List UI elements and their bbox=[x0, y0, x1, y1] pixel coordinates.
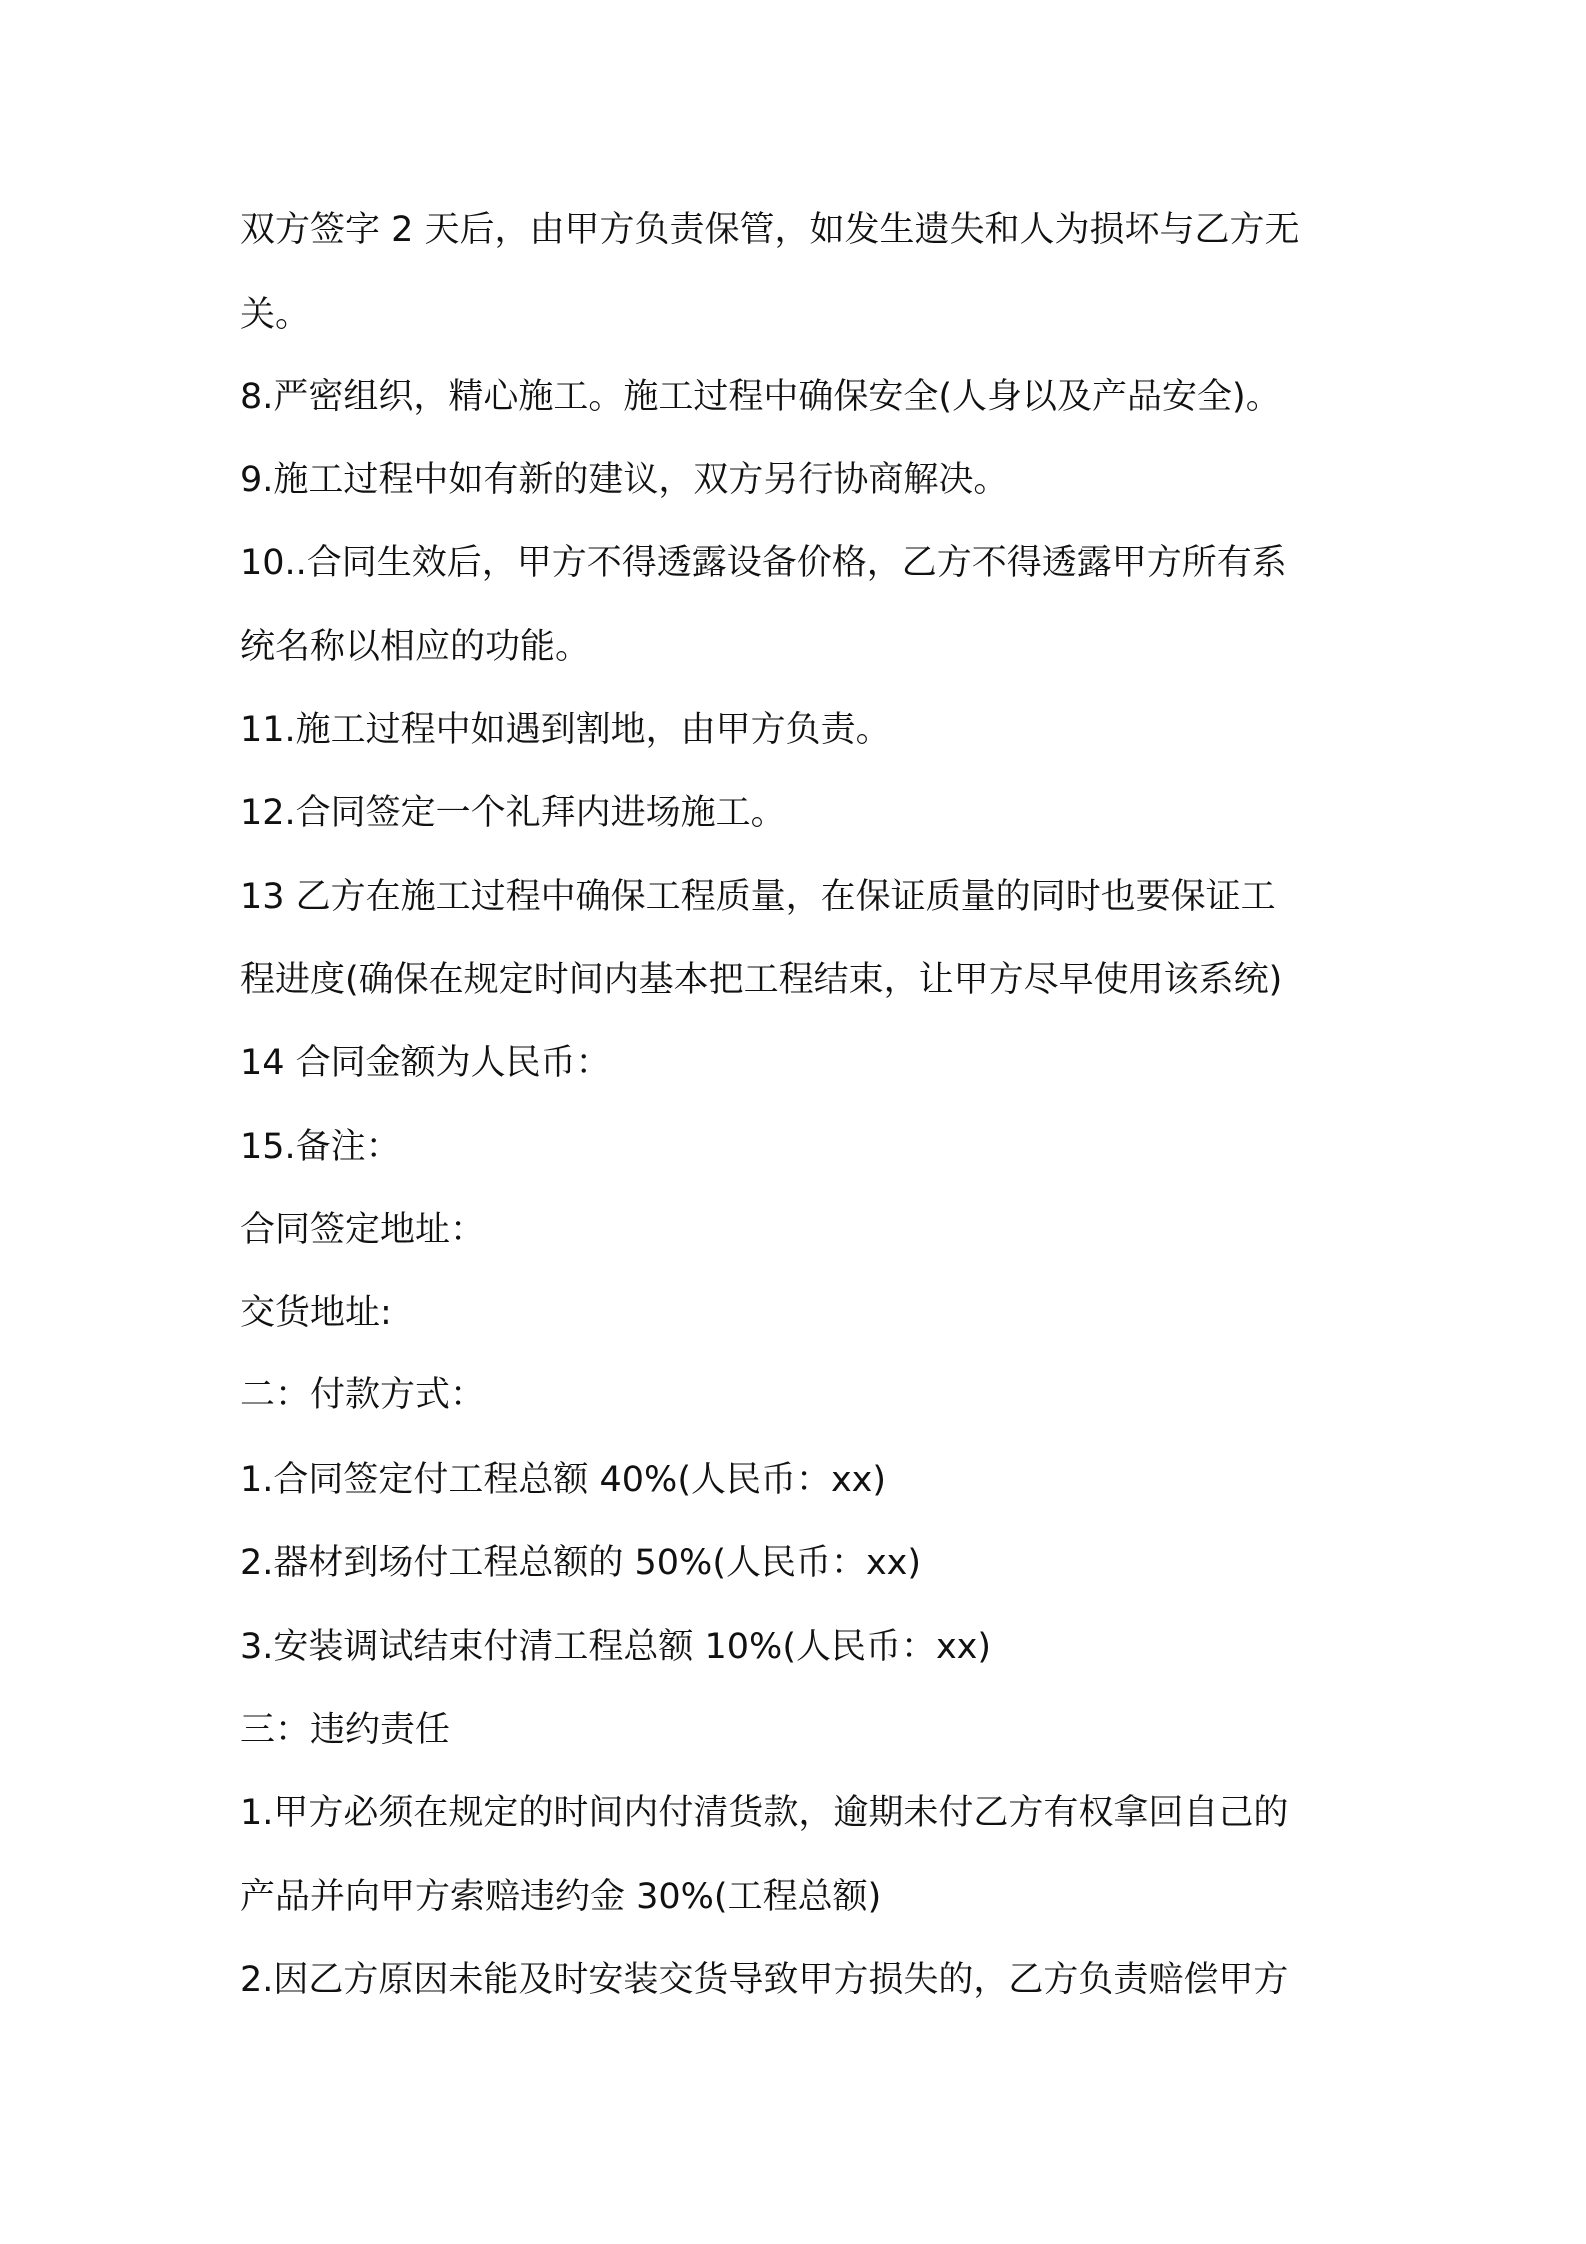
section-heading: 三：违约责任 bbox=[240, 1710, 451, 1750]
text-line: 10..合同生效后，甲方不得透露设备价格，乙方不得透露甲方所有系 bbox=[240, 543, 1287, 583]
text-line: 交货地址: bbox=[240, 1293, 392, 1333]
text-line: 统名称以相应的功能。 bbox=[240, 627, 591, 667]
text-line: 程进度(确保在规定时间内基本把工程结束，让甲方尽早使用该系统) bbox=[240, 960, 1283, 1000]
text-line: 产品并向甲方索赔违约金 30%(工程总额) bbox=[240, 1877, 882, 1917]
text-line: 15.备注： bbox=[240, 1127, 401, 1167]
text-line: 11.施工过程中如遇到割地，由甲方负责。 bbox=[240, 710, 891, 750]
text-line: 14 合同金额为人民币： bbox=[240, 1043, 611, 1083]
text-line: 8.严密组织，精心施工。施工过程中确保安全(人身以及产品安全)。 bbox=[240, 377, 1281, 417]
text-line: 双方签字 2 天后，由甲方负责保管，如发生遗失和人为损坏与乙方无 bbox=[240, 210, 1300, 250]
text-line: 2.因乙方原因未能及时安装交货导致甲方损失的，乙方负责赔偿甲方 bbox=[240, 1960, 1289, 2000]
text-line: 合同签定地址： bbox=[240, 1210, 486, 1250]
text-line: 3.安装调试结束付清工程总额 10%(人民币：xx) bbox=[240, 1627, 992, 1667]
text-line: 关。 bbox=[240, 295, 311, 335]
text-line: 1.甲方必须在规定的时间内付清货款，逾期未付乙方有权拿回自己的 bbox=[240, 1793, 1289, 1833]
text-line: 9.施工过程中如有新的建议，双方另行协商解决。 bbox=[240, 460, 1009, 500]
text-line: 13 乙方在施工过程中确保工程质量，在保证质量的同时也要保证工 bbox=[240, 877, 1276, 917]
text-line: 12.合同签定一个礼拜内进场施工。 bbox=[240, 793, 786, 833]
text-line: 1.合同签定付工程总额 40%(人民币：xx) bbox=[240, 1460, 887, 1500]
text-line: 2.器材到场付工程总额的 50%(人民币：xx) bbox=[240, 1543, 922, 1583]
section-heading: 二：付款方式： bbox=[240, 1375, 486, 1415]
